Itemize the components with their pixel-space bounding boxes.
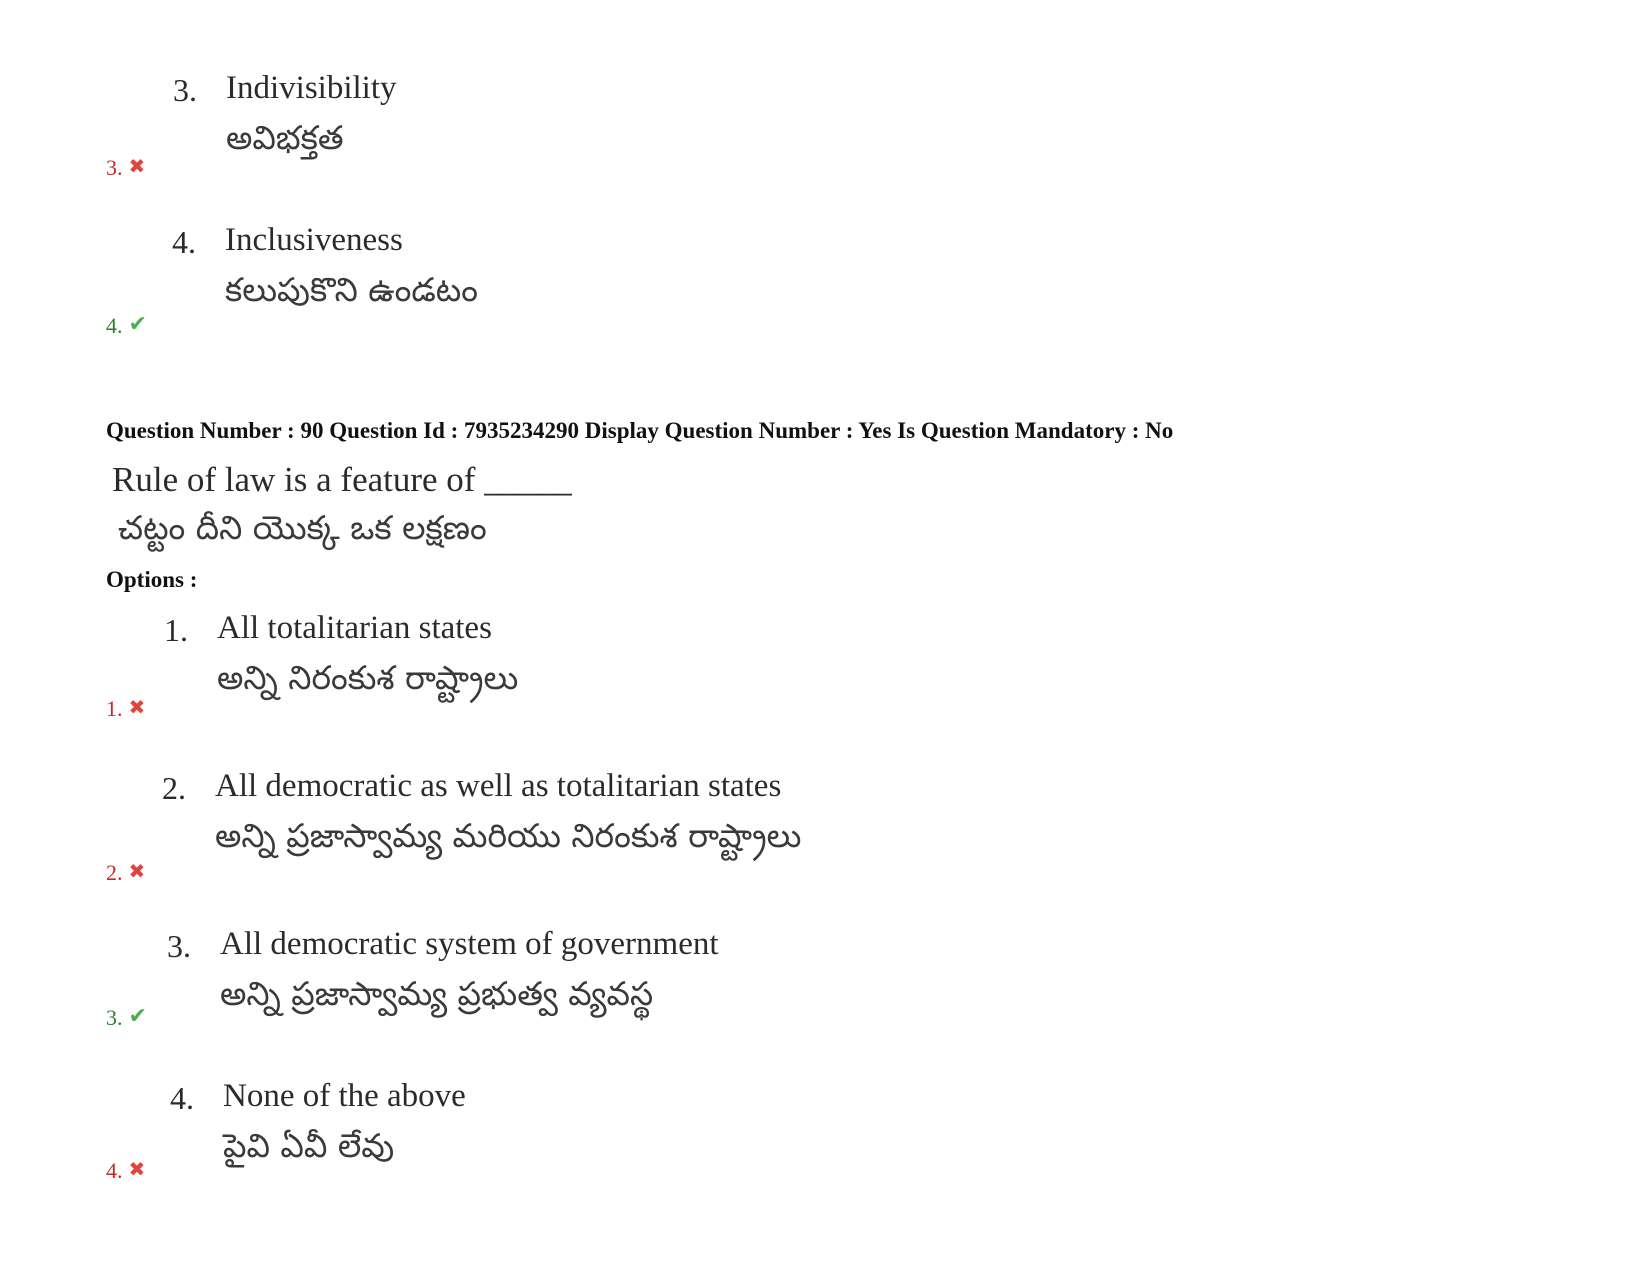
option-text-te: అన్ని ప్రజాస్వామ్య మరియు నిరంకుశ రాష్ట్రాలు <box>215 816 802 855</box>
option-text-te: కలుపుకొని ఉండటం <box>225 270 478 309</box>
prev-option-4-result-marker <box>106 312 147 339</box>
option-text-te: అన్ని నిరంకుశ రాష్ట్రాలు <box>217 658 519 697</box>
option-3 <box>0 924 1651 1054</box>
option-number: 4. <box>170 1080 194 1116</box>
question-text-te: చట్టం దీని యొక్క ఒక లక్షణం <box>118 508 487 547</box>
question-text-en: Rule of law is a feature of _____ <box>112 460 572 499</box>
option-number: 3. <box>167 928 191 964</box>
marker-label: 4. <box>106 313 123 338</box>
prev-option-3 <box>0 68 1651 198</box>
option-2-result-marker <box>106 859 145 886</box>
option-number: 4. <box>172 224 196 260</box>
marker-label: 3. <box>106 1005 123 1030</box>
option-text-en: None of the above <box>223 1078 466 1114</box>
cross-icon: ✖ <box>128 695 146 719</box>
cross-icon: ✖ <box>128 1157 146 1181</box>
prev-option-4 <box>0 220 1651 350</box>
cross-icon: ✖ <box>128 859 146 883</box>
option-text-en: Indivisibility <box>226 70 397 106</box>
marker-label: 1. <box>106 696 123 721</box>
prev-option-3-result-marker <box>106 154 145 181</box>
option-text-te: అవిభక్తత <box>226 118 344 157</box>
option-text-en: All totalitarian states <box>217 610 492 646</box>
marker-label: 4. <box>106 1158 123 1183</box>
option-number: 1. <box>164 612 188 648</box>
cross-icon: ✖ <box>128 154 146 178</box>
option-text-en: All democratic as well as totalitarian states <box>215 768 782 804</box>
option-text-en: Inclusiveness <box>225 222 403 258</box>
marker-label: 2. <box>106 860 123 885</box>
option-1 <box>0 608 1651 738</box>
option-number: 3. <box>173 72 197 108</box>
options-label: Options : <box>106 567 198 592</box>
check-icon: ✔ <box>128 312 147 337</box>
question-meta: Question Number : 90 Question Id : 7935234290 Display Question Number : Yes Is Question Mandatory : No <box>106 418 1174 443</box>
option-4-result-marker <box>106 1157 145 1184</box>
check-icon: ✔ <box>128 1004 147 1029</box>
option-4 <box>0 1076 1651 1206</box>
option-number: 2. <box>162 770 186 806</box>
option-1-result-marker <box>106 695 145 722</box>
option-text-en: All democratic system of government <box>220 926 719 962</box>
option-3-result-marker <box>106 1004 147 1031</box>
option-text-te: అన్ని ప్రజాస్వామ్య ప్రభుత్వ వ్యవస్థ <box>220 974 654 1013</box>
option-2 <box>0 766 1651 896</box>
option-text-te: పైవి ఏవీ లేవు <box>223 1126 395 1165</box>
marker-label: 3. <box>106 155 123 180</box>
